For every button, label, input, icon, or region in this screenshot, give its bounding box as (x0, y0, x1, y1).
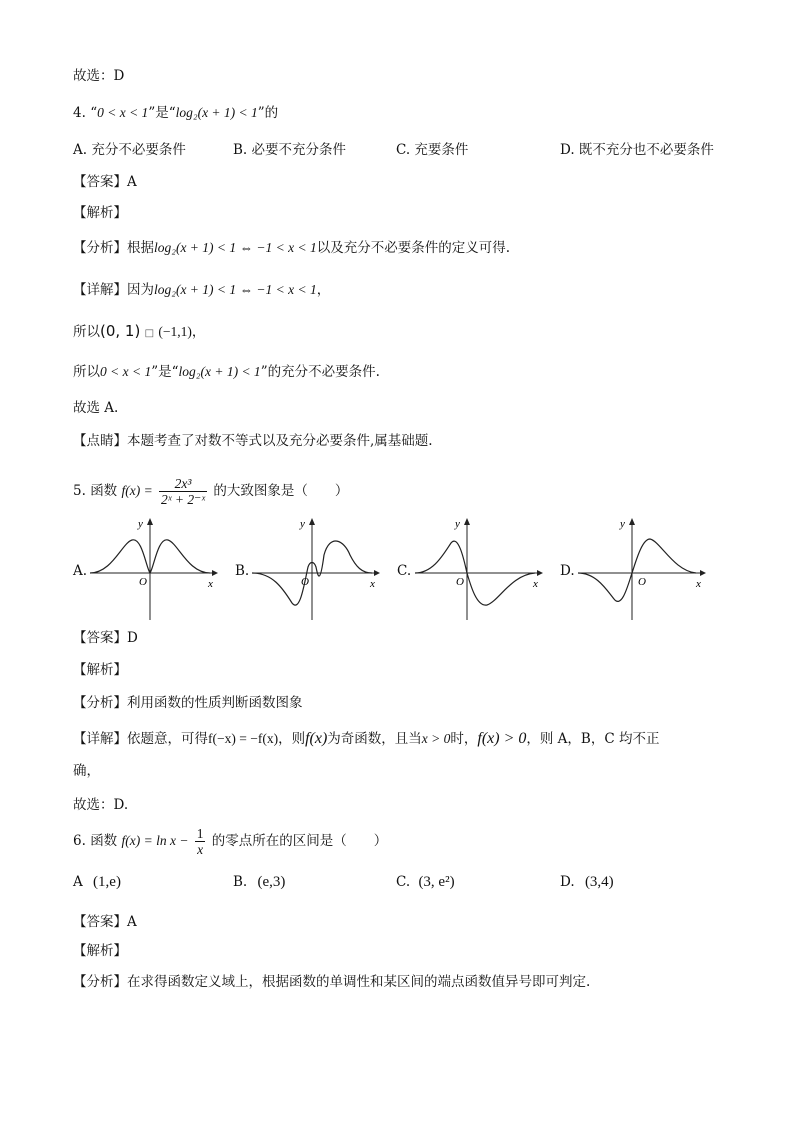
q5-fraction (159, 476, 207, 507)
q4-guxuan: 故选 A. (73, 400, 119, 416)
q4-conclusion (73, 362, 380, 382)
q6-option-a (73, 872, 121, 892)
q6-option-c-label: C. (396, 874, 411, 890)
q4-fenxi-text1: 根据 (127, 240, 154, 256)
q6-option-a-value: (1,e) (93, 874, 121, 890)
y-label: y (620, 518, 625, 530)
q4-option-b: B. 必要不充分条件 (233, 142, 347, 158)
q6-answer: 【答案】A (73, 914, 137, 930)
q4-suoyi-subset (73, 321, 205, 344)
q4-jiexi-heading: 【解析】 (73, 205, 127, 221)
q4-fenxi-label: 【分析】 (73, 240, 127, 256)
q4-fenxi-text2: 以及充分不必要条件的定义可得. (316, 240, 511, 256)
q6-function: f(x) = ln x − (121, 833, 189, 848)
q5-x-positive: x > 0 (421, 731, 451, 746)
q5-denominator: 2ˣ + 2⁻ˣ (161, 492, 206, 507)
curve (578, 539, 696, 601)
q4-suoyi1-text: 所以 (73, 324, 100, 340)
q5-xiangjie-p3: 为奇函数，且当 (327, 731, 422, 747)
x-label: x (208, 578, 213, 590)
q5-numerator: 2x³ (159, 476, 207, 492)
previous-answer-choice: 故选：D (73, 68, 125, 84)
q4-quote-open: “ (90, 105, 98, 121)
x-label: x (696, 578, 701, 590)
q4-xiangjie-label: 【详解】 (73, 282, 127, 298)
q5-stem (73, 476, 348, 507)
q4-interval-0-1: (0, 1) (100, 322, 141, 340)
q4-log-expression: log₂(x + 1) < 1 (175, 105, 258, 120)
q5-graph-a (90, 515, 220, 620)
q6-fraction (195, 826, 206, 857)
q5-xiangjie-p2: ，则 (278, 731, 306, 747)
y-axis-arrow (147, 518, 153, 525)
origin-label: O (139, 576, 147, 588)
q5-function-name: f(x) = (121, 483, 153, 498)
q4-option-a: A. 充分不必要条件 (73, 142, 186, 158)
q5-xiangjie-p5: ，则 A，B，C 均不正 (526, 731, 660, 747)
q4-xiangjie (73, 280, 330, 300)
x-axis-arrow (537, 570, 543, 576)
q5-graph-b (252, 515, 382, 620)
q6-stem (73, 826, 387, 857)
y-axis-arrow (464, 518, 470, 525)
q4-inequality: 0 < x < 1 (97, 105, 149, 120)
y-label: y (138, 518, 143, 530)
q4-fenxi-math: log₂(x + 1) < 1 ⇔ −1 < x < 1 (154, 240, 317, 255)
q4-interval-neg1-1: (−1,1) (158, 324, 192, 339)
q5-fx: f(x) (305, 730, 328, 747)
q4-stem-end: ”的 (257, 105, 279, 121)
q6-option-c (396, 872, 455, 892)
q4-number: 4. (73, 105, 86, 121)
q6-option-b-value: (e,3) (257, 874, 286, 890)
q6-jiexi-heading: 【解析】 (73, 943, 127, 959)
q5-stem-post: 的大致图象是（ ） (213, 483, 349, 499)
q6-option-a-label: A (73, 874, 83, 890)
q6-option-d (560, 872, 614, 892)
q4-suoyi2-mid: ”是“ (151, 364, 179, 380)
q4-xiangjie-text1: 因为 (127, 282, 154, 298)
q4-stem-mid: ”是“ (148, 105, 176, 121)
q6-option-b (233, 872, 285, 892)
q6-option-d-label: D. (560, 874, 575, 890)
q5-graph-a-label: A. (73, 563, 88, 579)
q6-option-b-label: B. (233, 874, 248, 890)
q5-graph-b-label: B. (235, 563, 250, 579)
q6-number: 6. (73, 833, 86, 849)
q5-odd-function-eq: f(−x) = −f(x) (208, 731, 279, 746)
q5-fenxi: 【分析】利用函数的性质判断函数图象 (73, 695, 303, 711)
x-axis-arrow (212, 570, 218, 576)
q5-stem-pre: 函数 (90, 483, 118, 499)
x-label: x (370, 578, 375, 590)
q4-xiangjie-math: log₂(x + 1) < 1 ⇔ −1 < x < 1 (154, 282, 317, 297)
q5-xiangjie-wrap: 确， (73, 763, 100, 779)
q5-fx-positive: f(x) > 0 (477, 730, 527, 747)
q4-suoyi2-math: 0 < x < 1 (100, 364, 152, 379)
q4-fenxi (73, 238, 510, 258)
y-label: y (300, 518, 305, 530)
q5-xiangjie-label: 【详解】 (73, 731, 127, 747)
q5-xiangjie-p4: 时， (450, 731, 478, 747)
q4-suoyi2-text: 所以 (73, 364, 100, 380)
q6-numerator: 1 (196, 826, 204, 841)
q4-dianjing: 【点睛】本题考查了对数不等式以及充分必要条件,属基础题. (73, 433, 433, 449)
q4-suoyi2-log: log₂(x + 1) < 1 (178, 364, 261, 379)
q4-xiangjie-text2: ， (316, 282, 331, 298)
q5-answer: 【答案】D (73, 630, 138, 646)
q6-fenxi: 【分析】在求得函数定义域上，根据函数的单调性和某区间的端点函数值异号即可判定. (73, 974, 591, 990)
q5-graph-c (415, 515, 545, 620)
q4-stem (73, 103, 278, 123)
q6-option-d-value: (3,4) (584, 874, 614, 890)
y-axis-arrow (309, 518, 315, 525)
q5-graph-d (578, 515, 708, 620)
y-label: y (455, 518, 460, 530)
q5-xiangjie (73, 729, 659, 749)
q5-number: 5. (73, 483, 86, 499)
y-axis-arrow (629, 518, 635, 525)
q5-graph-d-label: D. (560, 563, 575, 579)
q5-jiexi-heading: 【解析】 (73, 662, 127, 678)
q5-xiangjie-p1: 依题意，可得 (127, 731, 208, 747)
q4-subset-symbol: □ (144, 328, 155, 339)
x-axis-arrow (700, 570, 706, 576)
x-label: x (533, 578, 538, 590)
q5-graph-c-label: C. (397, 563, 412, 579)
q6-denominator: x (197, 842, 204, 857)
x-axis-arrow (374, 570, 380, 576)
q5-guxuan: 故选：D. (73, 797, 129, 813)
q4-suoyi1-end: ， (191, 324, 206, 340)
q6-option-c-value: (3, e²) (418, 874, 455, 890)
q4-option-c: C. 充要条件 (396, 142, 469, 158)
q4-answer: 【答案】A (73, 174, 137, 190)
q4-suoyi2-end: ”的充分不必要条件. (260, 364, 380, 380)
q6-stem-pre: 函数 (90, 833, 118, 849)
q6-stem-post: 的零点所在的区间是（ ） (211, 833, 388, 849)
origin-label: O (456, 576, 464, 588)
origin-label: O (638, 576, 646, 588)
origin-label: O (301, 576, 309, 588)
q4-option-d: D. 既不充分也不必要条件 (560, 142, 714, 158)
